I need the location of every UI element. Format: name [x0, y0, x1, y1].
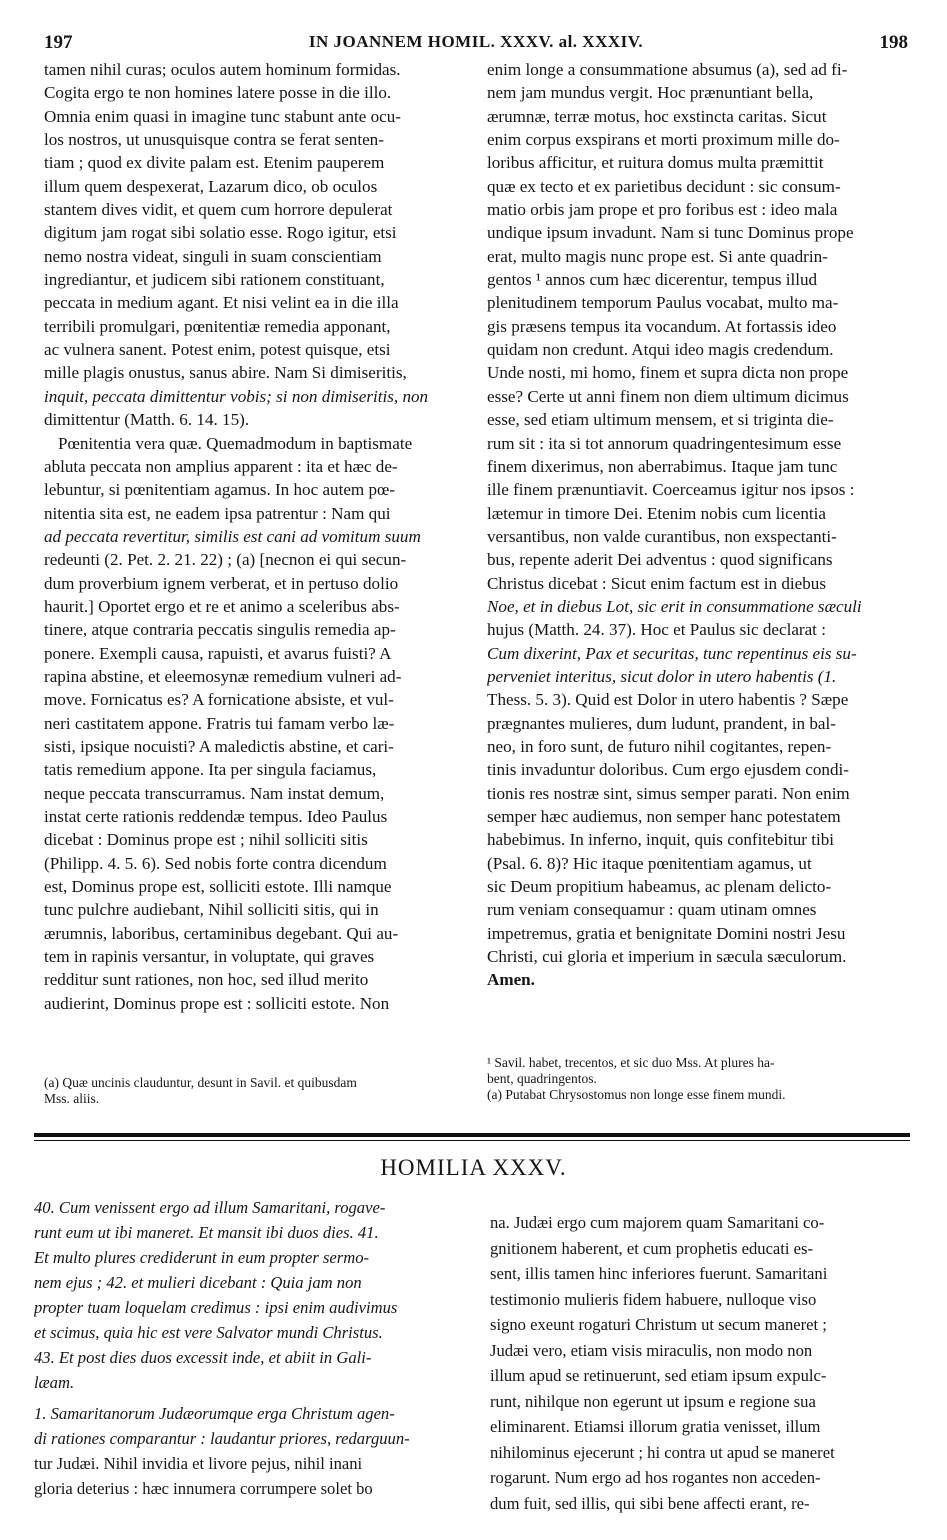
text-line: eliminarent. Etiamsi illorum gratia venisset, illum: [490, 1417, 821, 1436]
left-column-bottom: [34, 1195, 469, 1501]
text-line: nemo nostra videat, singuli in suam conscientiam: [44, 246, 382, 266]
text-line: rogarunt. Num ergo ad hos rogantes non acceden-: [490, 1468, 821, 1487]
text-line: neri castitatem appone. Fratris tui famam verbo læ-: [44, 713, 395, 733]
gospel-text-line: 43. Et post dies duos excessit inde, et abiit in Gali-: [34, 1348, 372, 1367]
text-line: gentos ¹ annos cum hæc dicerentur, tempus illud: [487, 270, 818, 290]
text-line: Christi, cui gloria et imperium in sæcula sæculorum.: [487, 947, 847, 967]
footnote-line: (a) Quæ uncinis clauduntur, desunt in Savil. et quibusdam: [44, 1075, 357, 1090]
text-line: Noe, et in diebus Lot, sic erit in consummatione sæculi: [487, 596, 862, 616]
text-line: ille finem prænuntiavit. Coerceamus igitur nos ipsos :: [487, 480, 855, 500]
text-line: instat certe rationis reddendæ tempus. Ideo Paulus: [44, 807, 388, 826]
section-divider-thin: [34, 1140, 910, 1141]
text-line: nem jam mundus vergit. Hoc prænuntiant bella,: [487, 83, 814, 103]
text-line: Omnia enim quasi in imagine tunc stabunt ante ocu-: [44, 106, 401, 126]
text-line: mille plagis onustus, sanus abire. Nam Si dimiseritis,: [44, 363, 407, 383]
text-line: tatis remedium appone. Ita per singula faciamus,: [44, 760, 377, 780]
running-title: IN JOANNEM HOMIL. XXXV. al. XXXIV.: [308, 32, 644, 51]
text-line: peccata in medium agant. Et nisi velint ea in die illa: [44, 293, 399, 313]
footnote-line: ¹ Savil. habet, trecentos, et sic duo Mss. At plures ha-: [487, 1055, 775, 1070]
text-line: terribili promulgari, pœnitentiæ remedia apponant,: [44, 316, 391, 336]
gospel-text-line: et scimus, quia hic est vere Salvator mundi Christus.: [34, 1323, 383, 1342]
text-line: Judæi vero, etiam visis miraculis, non modo non: [490, 1340, 813, 1360]
text-line: gis præsens tempus ita vocandum. At fortassis ideo: [487, 316, 837, 336]
text-line: sent, illis tamen hinc inferiores fuerunt. Samaritani: [490, 1264, 828, 1283]
text-line: versantibus, non valde curantibus, non exspectanti-: [487, 526, 837, 546]
text-line: tunc pulchre audiebant, Nihil solliciti sitis, qui in: [44, 900, 379, 920]
text-line: redeunti (2. Pet. 2. 21. 22) ; (a) [necnon ei qui secun-: [44, 550, 407, 570]
text-line: lebuntur, si pœnitentiam agamus. In hoc autem pœ-: [44, 480, 396, 500]
text-line: loribus afficitur, et ruitura domus multa præmittit: [487, 153, 824, 173]
text-line: tiam ; quod ex divite palam est. Etenim pauperem: [44, 153, 385, 173]
text-line: plenitudinem temporum Paulus vocabat, multo ma-: [487, 293, 839, 313]
text-line: enim longe a consummatione absumus (a), sed ad fi-: [487, 60, 848, 79]
text-line: dicebat : Dominus prope est ; nihil solliciti sitis: [44, 830, 368, 850]
right-column-bottom: [490, 1210, 908, 1516]
right-column-top: [487, 58, 907, 992]
text-line: illum apud se retinuerunt, sed etiam ipsum expulc-: [490, 1366, 827, 1385]
page-number-right: 198: [879, 32, 908, 53]
text-line: sisti, ipsique nocuisti? A maledictis abstine, et cari-: [44, 736, 394, 756]
text-line: Unde nosti, mi homo, finem et supra dicta non prope: [487, 363, 849, 383]
left-column-top: [44, 58, 463, 1015]
text-line: sic Deum propitium habeamus, ac plenam delicto-: [487, 877, 832, 897]
text-line: dimittentur (Matth. 6. 14. 15).: [44, 410, 250, 430]
footnote-line: (a) Putabat Chrysostomus non longe esse finem mundi.: [487, 1087, 786, 1102]
text-line: tinere, atque contraria peccatis singulis remedia ap-: [44, 620, 396, 640]
text-line: prægnantes mulieres, dum ludunt, prandent, in bal-: [487, 713, 836, 733]
gospel-text-line: propter tuam loquelam credimus : ipsi enim audivimus: [34, 1298, 398, 1317]
text-line: finem dixerimus, non aberrabimus. Itaque jam tunc: [487, 456, 838, 476]
text-line: tionis res nostræ sint, simus semper parati. Non enim: [487, 783, 850, 803]
text-line: lætemur in timore Dei. Etenim nobis cum licentia: [487, 503, 826, 523]
homily-title: HOMILIA XXXV.: [380, 1155, 567, 1180]
text-line: habebimus. In inferno, inquit, quis confitebitur tibi: [487, 830, 835, 850]
text-line: quidam non credunt. Atqui ideo magis credendum.: [487, 340, 834, 360]
text-line: rapina abstine, et eleemosynæ remedium vulneri ad-: [44, 666, 402, 686]
page-number-left: 197: [44, 32, 73, 53]
gospel-text-line: runt eum ut ibi maneret. Et mansit ibi duos dies. 41.: [34, 1223, 379, 1242]
footnotes-left: [44, 1075, 463, 1107]
text-line: illum quem despexerat, Lazarum dico, ob oculos: [44, 176, 378, 196]
text-line: move. Fornicatus es? A fornicatione absiste, et vul-: [44, 690, 394, 710]
text-line: nihilominus ejecerunt ; hi contra ut apud se maneret: [490, 1442, 835, 1462]
text-line: tamen nihil curas; oculos autem hominum formidas.: [44, 60, 401, 79]
text-line: ærumnæ, terræ motus, hoc exstincta caritas. Sicut: [487, 106, 827, 126]
text-line: undique ipsum invadunt. Nam si tunc Dominus prope: [487, 223, 854, 243]
text-line: testimonio mulieris fidem habuere, nulloque viso: [490, 1289, 817, 1309]
text-line: rum veniam consequamur : quam utinam omnes: [487, 900, 817, 920]
text-line: hujus (Matth. 24. 37). Hoc et Paulus sic declarat :: [487, 620, 826, 640]
text-line: Cogita ergo te non homines latere posse in die illo.: [44, 83, 392, 103]
text-line: ærumnis, laboribus, certaminibus degebant. Qui au-: [44, 923, 399, 943]
page-header: [44, 32, 908, 56]
text-line: (Psal. 6. 8)? Hic itaque pœnitentiam agamus, ut: [487, 853, 812, 873]
summary-line: 1. Samaritanorum Judæorumque erga Christum agen-: [34, 1404, 395, 1423]
text-line: perveniet interitus, sicut dolor in utero habentis (1.: [487, 666, 837, 686]
text-line: dum fuit, sed illis, qui sibi bene affecti erant, re-: [490, 1493, 810, 1513]
text-line: quæ ex tecto et ex parietibus decidunt : sic consum-: [487, 176, 841, 196]
text-line: bus, repente aderit Dei adventus : quod significans: [487, 550, 833, 570]
text-line: semper hæc audiemus, non semper hanc potestatem: [487, 807, 841, 826]
text-line: Christus dicebat : Sicut enim factum est in diebus: [487, 573, 826, 593]
text-line: na. Judæi ergo cum majorem quam Samaritani co-: [490, 1213, 825, 1232]
text-line: neque peccata transcurramus. Nam instat demum,: [44, 783, 385, 803]
closing-amen: Amen.: [487, 970, 535, 990]
text-line: ad peccata revertitur, similis est cani ad vomitum suum: [44, 526, 421, 546]
text-line: nitentia sita est, ne eadem ipsa patrentur : Nam qui: [44, 503, 391, 523]
footnotes-right: [487, 1055, 907, 1103]
text-line: abluta peccata non amplius apparent : ita et hæc de-: [44, 456, 398, 476]
text-line: Thess. 5. 3). Quid est Dolor in utero habentis ? Sæpe: [487, 690, 849, 710]
text-line: (Philipp. 4. 5. 6). Sed nobis forte contra dicendum: [44, 853, 387, 873]
text-line: impetremus, gratia et benignitate Domini nostri Jesu: [487, 923, 846, 943]
footnote-line: bent, quadringentos.: [487, 1071, 597, 1086]
text-line: gnitionem haberent, et cum prophetis educati es-: [490, 1238, 814, 1258]
text-line: tem in rapinis versantur, in voluptate, qui graves: [44, 947, 375, 967]
text-line: dum proverbium ignem verberat, et in pertuso dolio: [44, 573, 399, 593]
text-line: erat, multo magis nunc prope est. Si ante quadrin-: [487, 246, 828, 266]
text-line: est, Dominus prope est, solliciti estote. Illi namque: [44, 877, 392, 897]
text-line: redditur sunt rationes, non hoc, sed illud merito: [44, 970, 369, 990]
text-line: neo, in foro sunt, de futuro nihil cogitantes, repen-: [487, 736, 832, 756]
text-line: digitum jam rogat sibi solatio esse. Rogo igitur, etsi: [44, 223, 397, 243]
section-start-line: Pœnitentia vera quæ. Quemadmodum in baptismate: [58, 433, 413, 453]
text-line: tinis invaduntur doloribus. Cum ergo ejusdem condi-: [487, 760, 849, 780]
text-line: ingrediantur, et judicem sibi rationem constituant,: [44, 270, 385, 290]
text-line: enim corpus exspirans et morti proximum mille do-: [487, 130, 840, 150]
footnote-line: Mss. aliis.: [44, 1091, 100, 1106]
text-line: matio orbis jam prope et pro foribus est : ideo mala: [487, 200, 838, 220]
text-line: audierint, Dominus prope est : solliciti estote. Non: [44, 993, 390, 1013]
text-line: ac vulnera sanent. Potest enim, potest quisque, etsi: [44, 340, 391, 360]
text-line: los nostros, ut unusquisque contra se ferat senten-: [44, 130, 384, 150]
text-line: ponere. Exempli causa, rapuisti, et avarus fuisti? A: [44, 643, 392, 663]
text-line: inquit, peccata dimittentur vobis; si non dimiseritis, non: [44, 386, 429, 406]
section-divider-thick: [34, 1133, 910, 1137]
text-line: Cum dixerint, Pax et securitas, tunc repentinus eis su-: [487, 643, 857, 663]
text-line: gloria deterius : hæc innumera corrumpere solet bo: [34, 1479, 373, 1498]
text-line: stantem dives vidit, et quem cum horrore depulerat: [44, 200, 393, 220]
text-line: runt, nihilque non egerunt ut ipsum e regione sua: [490, 1391, 816, 1411]
gospel-text-line: nem ejus ; 42. et mulieri dicebant : Quia jam non: [34, 1273, 362, 1292]
gospel-text-line: læam.: [34, 1373, 75, 1392]
text-line: esse, sed etiam ultimum mensem, et si triginta die-: [487, 410, 834, 430]
text-line: rum sit : ita si tot annorum quadringentesimum esse: [487, 433, 842, 453]
summary-line: di rationes comparantur : laudantur priores, redarguun-: [34, 1429, 410, 1448]
gospel-text-line: Et multo plures crediderunt in eum propter sermo-: [34, 1248, 370, 1267]
text-line: tur Judæi. Nihil invidia et livore pejus, nihil inani: [34, 1454, 363, 1473]
text-line: signo exeunt rogaturi Christum ut secum maneret ;: [490, 1315, 827, 1334]
text-line: esse? Certe ut anni finem non diem ultimum dicimus: [487, 386, 849, 406]
text-line: haurit.] Oportet ergo et re et animo a sceleribus abs-: [44, 596, 400, 616]
gospel-text-line: 40. Cum venissent ergo ad illum Samaritani, rogave-: [34, 1198, 386, 1217]
